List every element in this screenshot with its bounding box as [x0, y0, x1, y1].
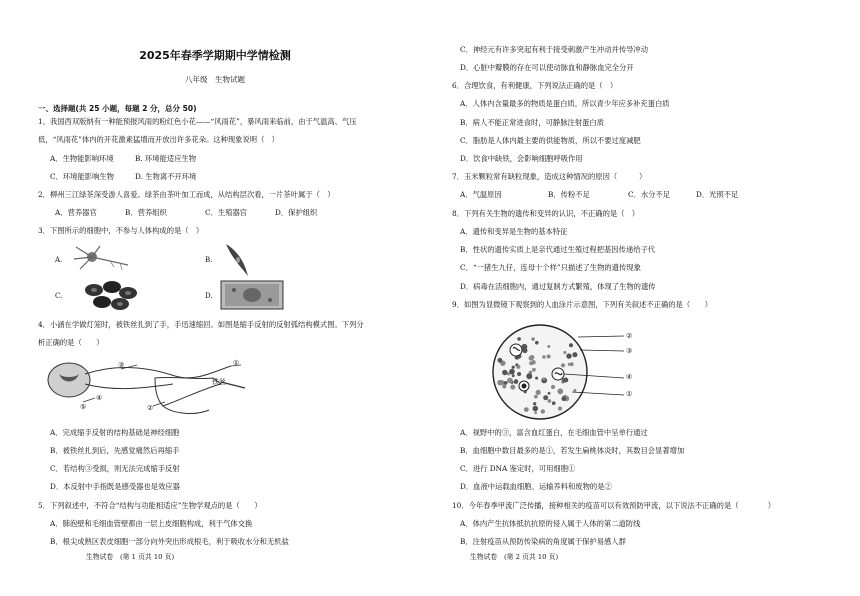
option-d: D．光照不足: [696, 190, 739, 199]
blood-cell-dot: [504, 381, 508, 385]
option-a: A．生物能影响环境: [50, 154, 114, 163]
option-c: C．进行 DNA 鉴定时，可用细胞①: [460, 464, 576, 473]
blood-cell-dot: [566, 353, 571, 358]
option-d: D．病毒在活细胞内，通过复制方式繁殖，体现了生物的遗传: [460, 282, 656, 291]
option-b: B．营养组织: [125, 208, 167, 217]
blood-cell-dot: [497, 380, 503, 386]
question-5-text: 5．下列叙述中，不符合“结构与功能相适应”生物学观点的是（ ）: [38, 501, 262, 510]
blood-cell-dot: [514, 379, 519, 384]
option-b: B．血细胞中数目最多的是①，若发生扁桃体炎时，其数目会显著增加: [460, 446, 685, 455]
figure-label-b: B.: [205, 256, 213, 264]
blood-cell-dot: [536, 390, 541, 395]
option-a: A．气温原因: [460, 190, 502, 199]
blood-cell-dot: [517, 337, 521, 341]
option-a: A．营养器官: [55, 208, 97, 217]
option-d: D．心脏中瓣膜的存在可以使动脉血和静脉血完全分开: [460, 63, 634, 72]
blood-cell-dot: [512, 374, 515, 377]
figure-label-d: D.: [205, 292, 213, 300]
blood-cell-dot: [529, 356, 534, 361]
blood-cell-dot: [547, 355, 551, 359]
blood-cell-dot: [516, 365, 520, 369]
blood-cell-dot: [543, 395, 548, 400]
blood-cell-dot: [570, 362, 574, 366]
blood-cell-dot: [526, 373, 532, 379]
question-10-text: 10．今年春季甲流广泛传播，接种相关的疫苗可以有效预防甲流，以下说法不正确的是（ ）: [452, 501, 776, 510]
option-b: B. 环境能适应生物: [135, 154, 197, 163]
option-c: C．“一猪生九仔，连母十个样”只描述了生物的遗传现象: [460, 263, 641, 272]
blood-cell-dot: [569, 343, 573, 347]
blood-cell-dot: [572, 352, 577, 357]
blood-cell-dot: [541, 409, 545, 413]
question-6-text: 6．合理饮食，有利健康，下列说法正确的是（ ）: [452, 81, 618, 90]
blood-cell-dot: [535, 341, 539, 345]
option-a: A．体内产生抗体抵抗抗原的侵入属于人体的第二道防线: [460, 519, 641, 528]
reflex-label-1: ①: [233, 359, 240, 367]
blood-cell-dot: [509, 369, 515, 375]
blood-label-2: ②: [626, 332, 633, 340]
plant-cell-figure: [220, 280, 284, 310]
option-b: B．病人不能正常进食时，可静脉注射蛋白质: [460, 118, 605, 127]
option-d: D．饮食中缺铁，会影响细胞呼吸作用: [460, 154, 583, 163]
option-a: A．遗传和变异是生物的基本特征: [460, 227, 568, 236]
page-footer: 生物试卷 (第 2 页共 10 页): [470, 553, 559, 561]
option-b: B．根尖成熟区表皮细胞一部分向外突出形成根毛，利于吸收水分和无机盐: [50, 537, 289, 546]
blood-cell-dot: [531, 337, 535, 341]
blood-cell-dot: [552, 401, 556, 405]
blood-cell-dot: [542, 355, 545, 358]
neuron-cell-figure: [70, 243, 130, 273]
option-c: C．环境能影响生物: [50, 172, 114, 181]
blood-cell-dot: [563, 351, 566, 354]
blood-cell-dot: [502, 370, 507, 375]
option-c: C．神经元有许多突起有利于接受刺激产生冲动并传导冲动: [460, 45, 649, 54]
blood-label-3: ③: [626, 347, 633, 355]
blood-cell-dot: [512, 366, 515, 369]
red-blood-cells-figure: [80, 278, 142, 312]
blood-cell-dot: [534, 395, 538, 399]
section-heading: 一、选择题(共 25 小题，每题 2 分，总分 50): [38, 104, 197, 113]
option-a: A．完成缩手反射的结构基础是神经细胞: [50, 428, 180, 437]
option-c: C．若结构③受损，则无法完成缩手反射: [50, 464, 180, 473]
blood-cell-dot: [533, 402, 536, 405]
blood-cell-dot: [524, 407, 529, 412]
option-a: A．人体内含量最多的物质是蛋白质，所以青少年应多补充蛋白质: [460, 99, 670, 108]
option-d: D．血液中运载血细胞、运输养料和废物的是②: [460, 482, 612, 491]
blood-cell-dot: [551, 385, 555, 389]
option-a: A．视野中的③，富含血红蛋白，在毛细血管中呈单行通过: [460, 428, 648, 437]
reflex-label-3: ③: [118, 361, 125, 369]
blood-cell-dot: [548, 392, 551, 395]
blood-cell-dot: [562, 378, 566, 382]
figure-label-a: A.: [55, 256, 63, 264]
option-d: D．本反射中手指既是感受器也是效应器: [50, 482, 180, 491]
option-b: B．性状的遗传实质上是亲代通过生殖过程把基因传递给子代: [460, 245, 656, 254]
blood-cell-dot: [561, 363, 565, 367]
option-d: D. 生物离不开环境: [135, 172, 197, 181]
blood-cell-dot: [534, 411, 537, 414]
question-1-text: 1、我国西双版纳有一种能预报风雨的粉红色小花——“风雨花”，暴风雨来临前，由于气温高、气压: [38, 117, 357, 126]
blood-cell-dot: [515, 356, 518, 359]
question-4-text: 析正确的是（ ）: [38, 338, 104, 347]
question-1-text: 低，“风雨花”体内的开花激素猛增而开放出许多花朵。这种现象说明（ ）: [38, 135, 279, 144]
question-8-text: 8．下列有关生物的遗传和变异的认识，不正确的是（ ）: [452, 209, 640, 218]
exam-page-2: [430, 0, 860, 596]
iron-wire-label: 铁丝: [212, 378, 226, 386]
blood-cell-dot: [502, 384, 506, 388]
option-d: D．保护组织: [275, 208, 318, 217]
blood-cell-dot: [557, 388, 563, 394]
blood-label-4: ④: [626, 373, 633, 381]
blood-cell-dot: [562, 396, 567, 401]
reflex-label-4: ④: [96, 394, 103, 402]
option-c: C．脂肪是人体内最主要的供能物质，所以不要过度减肥: [460, 136, 641, 145]
question-4-text: 4．小涵在学做灯笼时，被铁丝扎到了手，手迅速缩回。如图是缩手反射的反射弧结构模式图。下列分: [38, 320, 364, 329]
option-c: C．生殖器官: [205, 208, 248, 217]
blood-cell-dot: [547, 345, 550, 348]
page-footer: 生物试卷 (第 1 页共 10 页): [86, 553, 175, 561]
blood-cell-dot: [558, 407, 562, 411]
blood-cell-dot: [529, 361, 533, 365]
question-7-text: 7．玉米颗粒常有缺粒现象，造成这种情况的原因（ ）: [452, 172, 647, 181]
blood-cell-dot: [533, 406, 539, 412]
smooth-muscle-cell-figure: [222, 242, 252, 278]
question-9-text: 9．如图为显微镜下观察到的人血涂片示意图，下列有关叙述不正确的是（ ）: [452, 300, 713, 309]
option-a: A．肺泡壁和毛细血管壁都由一层上皮细胞构成，利于气体交换: [50, 519, 253, 528]
blood-cell-dot: [548, 399, 552, 403]
blood-smear-figure: [460, 322, 640, 422]
figure-label-c: C.: [55, 292, 63, 300]
blood-cell-dot: [522, 348, 527, 353]
option-b: B．被铁丝扎到后，先感觉痛然后再缩手: [50, 446, 180, 455]
blood-cell-dot: [535, 377, 538, 380]
reflex-label-2: ②: [147, 404, 154, 412]
blood-cell-dot: [573, 389, 576, 392]
blood-cell-dot: [510, 385, 515, 390]
exam-subtitle: 八年级 生物试题: [185, 75, 245, 84]
option-b: B．传粉不足: [548, 190, 590, 199]
blood-label-1: ①: [626, 390, 633, 398]
question-3-text: 3．下图所示的细胞中，不参与人体构成的是（ ）: [38, 226, 204, 235]
blood-cell-dot: [532, 368, 536, 372]
exam-title: 2025年春季学期期中学情检测: [139, 49, 291, 62]
reflex-label-5: ⑤: [80, 403, 87, 411]
option-b: B．注射疫苗从预防传染病的角度属于保护易感人群: [460, 537, 626, 546]
blood-cell-dot: [507, 378, 513, 384]
blood-cell-dot: [517, 372, 521, 376]
blood-cell-dot: [498, 358, 503, 363]
blood-cell-dot: [543, 378, 546, 381]
option-c: C．水分不足: [628, 190, 671, 199]
question-2-text: 2．柳州三江绿茶深受游人喜爱。绿茶由茶叶加工而成，从结构层次看，一片茶叶属于（ ）: [38, 190, 335, 199]
